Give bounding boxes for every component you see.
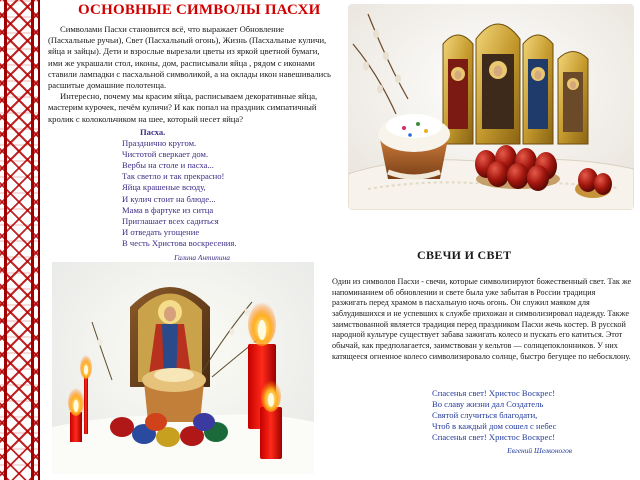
page-title: ОСНОВНЫЕ СИМВОЛЫ ПАСХИ xyxy=(78,2,321,18)
easter-icons-illustration xyxy=(348,4,634,210)
intro-paragraph-1: Символами Пасхи становится всё, что выражает Обновление (Пасхальные ручьи), Свет (Пасхальный огонь), Жизнь (Пасхальные куличи, яйца и зайцы). Дети и взрослые вырезали цветы из яркой цветной бумаги, ими же украшали стол, иконы, дом, расписывали яйца , рядом с иконами ставили лампадки с пасхальной символикой, а на оклады икон навешивались расшитые домашние полотенца. xyxy=(48,24,331,91)
poem-line: Святой случиться благодати, xyxy=(432,410,538,421)
ornamental-border xyxy=(0,0,40,480)
poem-title: Пасха. xyxy=(140,127,166,137)
poem-line: И кулич стоит на блюде... xyxy=(122,193,216,204)
poem-line: В честь Христова воскресения. xyxy=(122,237,237,248)
intro-paragraph-2: Интересно, почему мы красим яйца, расписываем декоративные яйца, мастерим курочек, печём куличи? И как попал на праздник симпатичный кролик с колокольчиком на шее, который несет яйца? xyxy=(48,91,318,124)
poem-line: Так светло и так прекрасно! xyxy=(122,171,225,182)
section-heading-candles: СВЕЧИ И СВЕТ xyxy=(417,248,512,262)
poem-spasenya-svet xyxy=(432,388,592,457)
candle-icon xyxy=(68,388,84,442)
poem-line: Спасенья свет! Христос Воскрес! xyxy=(432,432,556,443)
easter-candles-illustration xyxy=(52,262,314,474)
poem-line: Спасенья свет! Христос Воскрес! xyxy=(432,388,556,398)
kulich-icon xyxy=(378,114,450,179)
poem-author: Евгений Шелконогов xyxy=(507,446,572,456)
poem-author: Галина Антипина xyxy=(174,253,230,263)
poem-line: Чистотой сверкает дом. xyxy=(122,149,209,160)
poem-line: Вербы на столе и пасха... xyxy=(122,160,214,171)
poem-pascha xyxy=(122,127,282,263)
border-stripe xyxy=(31,0,34,480)
poem-line: Во славу жизни дал Создатель xyxy=(432,399,544,410)
poem-line: И отведать угощение xyxy=(122,226,200,237)
easter-candles-photo xyxy=(52,262,314,474)
easter-icons-photo xyxy=(348,4,634,210)
border-stripe xyxy=(4,0,7,480)
poem-line: Чтоб в каждый дом сошел с небес xyxy=(432,421,557,432)
poem-line: Мама в фартуке из ситца xyxy=(122,204,214,215)
poem-line: Празднично кругом. xyxy=(122,138,197,149)
candle-icon xyxy=(260,380,282,459)
candles-text: Один из символов Пасхи - свечи, которые символизируют божественный свет. Так же напоминанием об обновлении и свете была уже забытая в России традиция разжигать перед храмом в пасхальную ночь огонь. Он служил маяком для заблудившихся и не успевших к службе прихожан и символизировал надежду. Также заимствованной является традиция перед праздником Пасхи жечь костер. В русской народной культуре существует забава зажигать колесо и пускать его катиться. Этот обычай, как предполагается, заимствован у кельтов — солнцепоклонников. У них катящееся огненное колесо символизировало солнце, быстро бегущее по небосклону. xyxy=(332,277,632,361)
poem-line: Приглашает всех садиться xyxy=(122,215,219,226)
poem-line: Яйца крашеные всюду, xyxy=(122,182,206,193)
intro-text xyxy=(48,24,333,125)
